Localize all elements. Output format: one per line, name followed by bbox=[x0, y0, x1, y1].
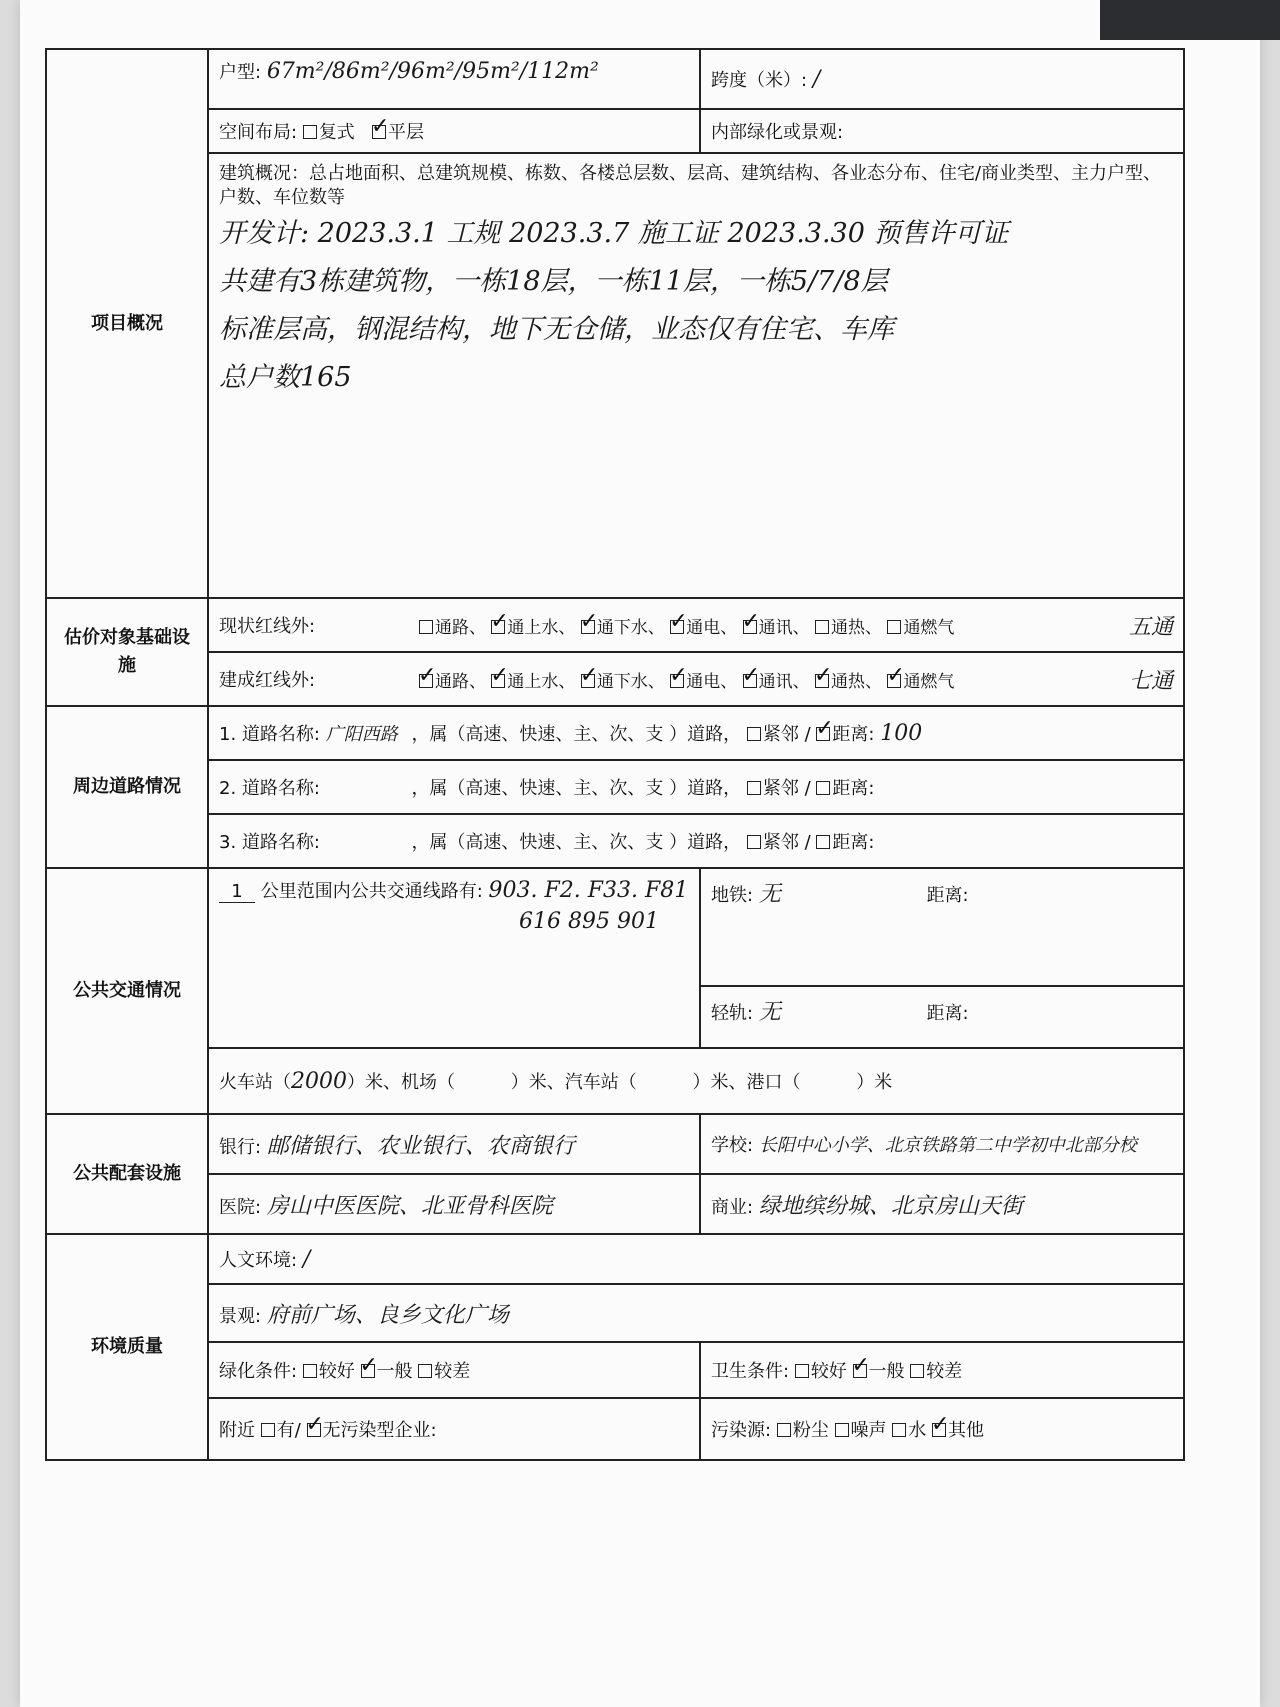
section-environment: 环境质量 bbox=[46, 1234, 208, 1460]
hygiene-good-checkbox[interactable] bbox=[795, 1364, 809, 1378]
section-transit: 公共交通情况 bbox=[46, 868, 208, 1114]
road-row-3: 3. 道路名称: ，属（高速、快速、主、次、支 ）道路， 紧邻 / 距离: bbox=[208, 814, 1184, 868]
green-normal-label: 一般 bbox=[376, 1361, 413, 1382]
pollution-water-checkbox[interactable] bbox=[892, 1423, 906, 1437]
hygiene-cell bbox=[700, 1342, 1184, 1398]
infra1-telecom-checkbox[interactable] bbox=[743, 620, 757, 634]
layout-label: 空间布局: bbox=[219, 122, 298, 143]
span-value: / bbox=[812, 67, 821, 92]
road3-distance-checkbox[interactable] bbox=[816, 835, 830, 849]
hygiene-poor-checkbox[interactable] bbox=[910, 1364, 924, 1378]
road2-adjacent-checkbox[interactable] bbox=[747, 781, 761, 795]
layout-duplex-label: 复式 bbox=[318, 122, 355, 143]
pollution-water-label: 水 bbox=[908, 1420, 927, 1441]
infra1-water-supply-label: 通上水、 bbox=[507, 617, 576, 638]
road2-type: ，属（高速、快速、主、次、支 ）道路， bbox=[411, 778, 742, 799]
infra1-water-supply-checkbox[interactable] bbox=[491, 620, 505, 634]
infra2-power-label: 通电、 bbox=[686, 671, 738, 692]
bank-cell bbox=[208, 1114, 700, 1174]
road1-adjacent-checkbox[interactable] bbox=[747, 727, 761, 741]
infra2-drainage-checkbox[interactable] bbox=[581, 674, 595, 688]
bus-lines-1: 903. F2. F33. F81 bbox=[488, 878, 689, 903]
infra1-drainage-checkbox[interactable] bbox=[581, 620, 595, 634]
infra1-road-checkbox[interactable] bbox=[419, 620, 433, 634]
road3-distance-label: 距离: bbox=[832, 832, 875, 853]
road3-adjacent-label: 紧邻 bbox=[762, 832, 799, 853]
school-label: 学校: bbox=[711, 1135, 754, 1156]
culture-label: 人文环境: bbox=[219, 1250, 298, 1271]
subway-distance-label: 距离: bbox=[926, 885, 969, 906]
landscape-value: 府前广场、良乡文化广场 bbox=[266, 1302, 509, 1328]
building-hand-line1: 开发计: 2023.3.1 工规 2023.3.7 施工证 2023.3.30 预售许可证 bbox=[219, 218, 1009, 249]
culture-value: / bbox=[302, 1247, 311, 1272]
infra-row1-options bbox=[419, 613, 954, 638]
green-poor-checkbox[interactable] bbox=[418, 1364, 432, 1378]
infra2-heat-label: 通热、 bbox=[831, 671, 883, 692]
pollution-noise-label: 噪声 bbox=[850, 1420, 887, 1441]
bus-lines-2: 616 895 901 bbox=[519, 909, 659, 934]
infra-row2-options bbox=[419, 667, 954, 692]
building-cell bbox=[208, 153, 1184, 598]
green-good-label: 较好 bbox=[318, 1361, 355, 1382]
pollution-other-label: 其他 bbox=[948, 1420, 985, 1441]
green-cell bbox=[208, 1342, 700, 1398]
subway-value: 无 bbox=[758, 882, 781, 907]
hospital-label: 医院: bbox=[219, 1196, 262, 1218]
infra1-telecom-label: 通讯、 bbox=[758, 617, 810, 638]
hygiene-good-label: 较好 bbox=[810, 1361, 847, 1382]
section-facilities: 公共配套设施 bbox=[46, 1114, 208, 1234]
hygiene-poor-label: 较差 bbox=[926, 1361, 963, 1382]
hygiene-label: 卫生条件: bbox=[711, 1361, 790, 1382]
pollution-cell bbox=[700, 1398, 1184, 1460]
landscape-label: 景观: bbox=[219, 1305, 262, 1327]
commerce-value: 绿地缤纷城、北京房山天街 bbox=[758, 1193, 1023, 1219]
bus-station-label: ）米、汽车站（ bbox=[510, 1072, 637, 1093]
lightrail-cell bbox=[700, 986, 1184, 1048]
train-value: 2000 bbox=[291, 1069, 347, 1094]
hospital-value: 房山中医医院、北亚骨科医院 bbox=[266, 1193, 553, 1219]
road1-name: 广阳西路 bbox=[325, 724, 398, 745]
layout-flat-label: 平层 bbox=[387, 122, 424, 143]
infra2-water-supply-label: 通上水、 bbox=[507, 671, 576, 692]
section-infrastructure: 估价对象基础设施 bbox=[46, 598, 208, 706]
green-normal-checkbox[interactable] bbox=[361, 1364, 375, 1378]
infra-row1-label: 现状红线外: bbox=[219, 616, 316, 637]
airport-label: ）米、机场（ bbox=[347, 1072, 455, 1093]
layout-flat-checkbox[interactable] bbox=[372, 125, 386, 139]
nearby-has-checkbox[interactable] bbox=[261, 1423, 275, 1437]
stations-end: ）米 bbox=[856, 1072, 893, 1093]
infra2-road-label: 通路、 bbox=[435, 671, 486, 692]
green-poor-label: 较差 bbox=[434, 1361, 471, 1382]
road1-label: 1. 道路名称: bbox=[219, 724, 320, 745]
infra1-road-label: 通路、 bbox=[435, 617, 486, 638]
road1-distance-checkbox[interactable] bbox=[816, 727, 830, 741]
subway-cell bbox=[700, 868, 1184, 986]
building-hand-line4: 总户数165 bbox=[219, 362, 352, 393]
landscape-cell bbox=[208, 1284, 1184, 1342]
infra2-power-checkbox[interactable] bbox=[670, 674, 684, 688]
infra2-gas-label: 通燃气 bbox=[903, 671, 955, 692]
train-label: 火车站 bbox=[219, 1072, 273, 1093]
school-value: 长阳中心小学、北京铁路第二中学初中北部分校 bbox=[758, 1135, 1137, 1156]
infra2-telecom-checkbox[interactable] bbox=[743, 674, 757, 688]
road1-distance-value: 100 bbox=[880, 721, 923, 746]
subway-label: 地铁: bbox=[711, 885, 754, 906]
bus-label: 公里范围内公共交通线路有: bbox=[260, 881, 483, 902]
infra1-heat-label: 通热、 bbox=[831, 617, 883, 638]
green-good-checkbox[interactable] bbox=[303, 1364, 317, 1378]
infra-row1 bbox=[208, 598, 1184, 652]
infra1-power-label: 通电、 bbox=[686, 617, 738, 638]
infra2-drainage-label: 通下水、 bbox=[596, 671, 665, 692]
lightrail-distance-label: 距离: bbox=[926, 1003, 969, 1024]
commerce-cell bbox=[700, 1174, 1184, 1234]
hygiene-normal-checkbox[interactable] bbox=[853, 1364, 867, 1378]
pollution-dust-checkbox[interactable] bbox=[777, 1423, 791, 1437]
infra1-power-checkbox[interactable] bbox=[670, 620, 684, 634]
infra2-telecom-label: 通讯、 bbox=[758, 671, 810, 692]
road2-distance-checkbox[interactable] bbox=[816, 781, 830, 795]
infra-row2-note: 七通 bbox=[1128, 668, 1173, 694]
road1-distance-label: 距离: bbox=[832, 724, 875, 745]
nearby-has-label: 有/ bbox=[276, 1420, 301, 1441]
nearby-none-checkbox[interactable] bbox=[307, 1423, 321, 1437]
culture-cell bbox=[208, 1234, 1184, 1284]
infra1-heat-checkbox[interactable] bbox=[815, 620, 829, 634]
layout-duplex-checkbox[interactable] bbox=[303, 125, 317, 139]
road1-type: ，属（高速、快速、主、次、支 ）道路， bbox=[411, 724, 742, 745]
stations-cell: 火车站（2000）米、机场（ ）米、汽车站（ ）米、港口（ ）米 bbox=[208, 1048, 1184, 1114]
road2-adjacent-label: 紧邻 bbox=[762, 778, 799, 799]
nearby-none-label: 无污染型企业: bbox=[322, 1420, 437, 1441]
span-cell bbox=[700, 49, 1184, 109]
infra2-heat-checkbox[interactable] bbox=[815, 674, 829, 688]
port-label: ）米、港口（ bbox=[692, 1072, 801, 1093]
hygiene-normal-label: 一般 bbox=[868, 1361, 905, 1382]
infra1-gas-checkbox[interactable] bbox=[887, 620, 901, 634]
road3-type: ，属（高速、快速、主、次、支 ）道路， bbox=[411, 832, 742, 853]
infra-row1-note: 五通 bbox=[1128, 614, 1173, 640]
dark-folder-corner bbox=[1100, 0, 1280, 40]
road3-label: 3. 道路名称: bbox=[219, 832, 320, 853]
unit-type-cell bbox=[208, 49, 700, 109]
span-label: 跨度（米）: bbox=[711, 70, 808, 91]
lightrail-label: 轻轨: bbox=[711, 1003, 754, 1024]
unit-type-label: 户型: bbox=[219, 62, 262, 83]
bank-value: 邮储银行、农业银行、农商银行 bbox=[266, 1133, 575, 1159]
infra-row2-label: 建成红线外: bbox=[219, 670, 316, 691]
infra-row2 bbox=[208, 652, 1184, 706]
road3-adjacent-checkbox[interactable] bbox=[747, 835, 761, 849]
pollution-dust-label: 粉尘 bbox=[792, 1420, 829, 1441]
nearby-prefix: 附近 bbox=[219, 1420, 255, 1441]
lightrail-value: 无 bbox=[758, 1000, 781, 1025]
infra2-water-supply-checkbox[interactable] bbox=[491, 674, 505, 688]
road-row-2: 2. 道路名称: ，属（高速、快速、主、次、支 ）道路， 紧邻 / 距离: bbox=[208, 760, 1184, 814]
greening-cell bbox=[700, 109, 1184, 153]
pollution-noise-checkbox[interactable] bbox=[835, 1423, 849, 1437]
hospital-cell bbox=[208, 1174, 700, 1234]
road2-label: 2. 道路名称: bbox=[219, 778, 320, 799]
layout-cell bbox=[208, 109, 700, 153]
building-label: 建筑概况：总占地面积、总建筑规模、栋数、各楼总层数、层高、建筑结构、各业态分布、住宅/商业类型、主力户型、户数、车位数等 bbox=[219, 163, 1162, 208]
infra2-road-checkbox[interactable] bbox=[419, 674, 433, 688]
section-overview: 项目概况 bbox=[46, 49, 208, 598]
pollution-other-checkbox[interactable] bbox=[932, 1423, 946, 1437]
bus-cell bbox=[208, 868, 700, 1048]
green-label: 绿化条件: bbox=[219, 1361, 298, 1382]
road2-distance-label: 距离: bbox=[832, 778, 875, 799]
section-roads: 周边道路情况 bbox=[46, 706, 208, 868]
infra1-drainage-label: 通下水、 bbox=[596, 617, 665, 638]
bus-radius: 1 bbox=[219, 881, 255, 903]
building-hand-line2: 共建有3栋建筑物，一栋18层，一栋11层，一栋5/7/8层 bbox=[219, 266, 888, 297]
greening-label: 内部绿化或景观: bbox=[711, 122, 844, 143]
school-cell bbox=[700, 1114, 1184, 1174]
infra1-gas-label: 通燃气 bbox=[903, 617, 955, 638]
unit-type-value: 67m²/86m²/96m²/95m²/112m² bbox=[266, 59, 599, 84]
survey-form-table bbox=[45, 48, 1185, 1461]
commerce-label: 商业: bbox=[711, 1196, 754, 1218]
pollution-label: 污染源: bbox=[711, 1420, 772, 1441]
infra2-gas-checkbox[interactable] bbox=[887, 674, 901, 688]
nearby-cell bbox=[208, 1398, 700, 1460]
bank-label: 银行: bbox=[219, 1136, 262, 1158]
road1-adjacent-label: 紧邻 bbox=[762, 724, 799, 745]
building-hand-line3: 标准层高，钢混结构，地下无仓储，业态仅有住宅、车库 bbox=[219, 314, 894, 345]
road-row-1: 1. 道路名称: 广阳西路 ，属（高速、快速、主、次、支 ）道路， 紧邻 / ✓距离: 100 bbox=[208, 706, 1184, 760]
